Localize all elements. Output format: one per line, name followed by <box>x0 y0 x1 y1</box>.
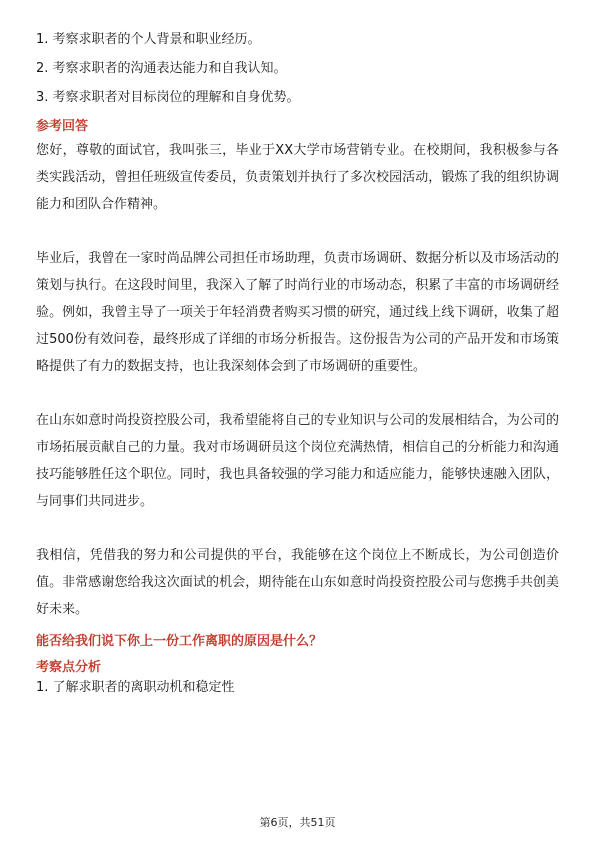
list-item: 1. 了解求职者的离职动机和稳定性 <box>36 680 235 695</box>
page-number: 第6页，共51页 <box>259 816 336 829</box>
analysis-label: 考察点分析 <box>36 660 102 675</box>
paragraph-gap <box>36 380 559 407</box>
page-content <box>36 30 559 707</box>
answer-paragraph-1: 您好，尊敬的面试官，我叫张三，毕业于XX大学市场营销专业。在校期间，我积极参与各类实践活动，曾担任班级宣传委员，负责策划并执行了多次校园活动，锻炼了我的组织协调能力和团队合作精神。 <box>36 143 559 212</box>
list-item: 3. 考察求职者对目标岗位的理解和自身优势。 <box>36 90 300 105</box>
answer-paragraph-2: 毕业后，我曾在一家时尚品牌公司担任市场助理，负责市场调研、数据分析以及市场活动的策划与执行。在这段时间里，我深入了解了时尚行业的市场动态，积累了丰富的市场调研经验。例如，我曾主导了一项关于年轻消费者购买习惯的研究，通过线上线下调研，收集了超过500份有效问卷，最终形成了详细的市场分析报告。这份报告为公司的产品开发和市场策略提供了有力的数据支持，也让我深刻体会到了市场调研的重要性。 <box>36 251 559 374</box>
list-item: 1. 考察求职者的个人背景和职业经历。 <box>36 32 261 47</box>
list-item: 2. 考察求职者的沟通表达能力和自我认知。 <box>36 61 287 76</box>
next-question-heading: 能否给我们说下你上一份工作离职的原因是什么？ <box>36 634 323 649</box>
answer-paragraph-4: 我相信，凭借我的努力和公司提供的平台，我能够在这个岗位上不断成长，为公司创造价值。非常感谢您给我这次面试的机会，期待能在山东如意时尚投资控股公司与您携手共创美好未来。 <box>36 548 559 617</box>
answer-paragraph-3: 在山东如意时尚投资控股公司，我希望能将自己的专业知识与公司的发展相结合，为公司的市场拓展贡献自己的力量。我对市场调研员这个岗位充满热情，相信自己的分析能力和沟通技巧能够胜任这个职位。同时，我也具备较强的学习能力和适应能力，能够快速融入团队，与同事们共同进步。 <box>36 413 559 509</box>
reference-answer-label: 参考回答 <box>36 119 89 134</box>
paragraph-gap <box>36 218 559 245</box>
analysis-list <box>36 30 559 108</box>
paragraph-gap <box>36 515 559 542</box>
